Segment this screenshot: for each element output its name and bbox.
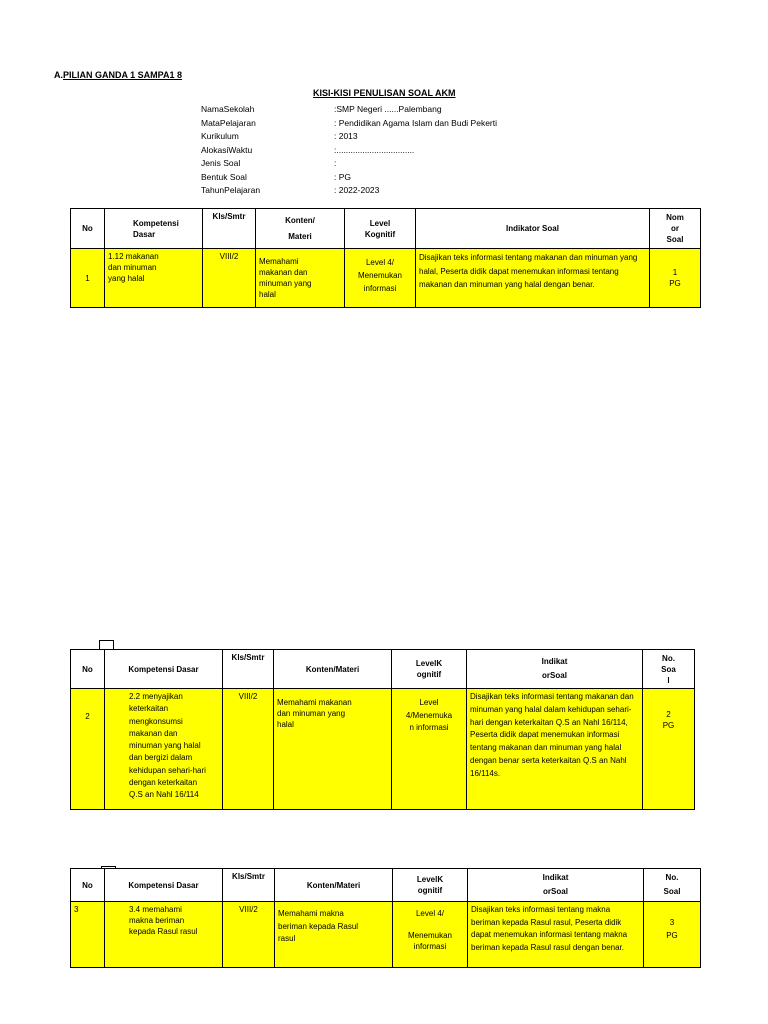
info-value: :................................. [334, 144, 415, 155]
table-row [71, 902, 701, 968]
header-kompetensi: Kompetensi Dasar [105, 650, 223, 689]
cell-level: Level 4/Menemuka n informasi [392, 689, 467, 810]
kisi-table-1 [70, 208, 701, 308]
table-header-row [71, 869, 701, 902]
header-nomor: No. Soal [644, 869, 701, 902]
header-materi: Konten/ Materi [256, 209, 345, 249]
info-label: Jenis Soal [201, 158, 241, 168]
header-no: No [71, 209, 105, 249]
header-materi: Konten/Materi [275, 869, 393, 902]
info-label: MataPelajaran [201, 117, 256, 128]
cell-materi: Memahami makanan dan minuman yang halal [274, 689, 392, 810]
header-level: LevelK ognitif [392, 650, 467, 689]
info-value: :SMP Negeri ......Palembang [334, 104, 442, 114]
info-value: : PG [334, 171, 352, 182]
header-nomor: Nom or Soal [650, 209, 701, 249]
info-row-subject [201, 117, 497, 131]
header-kls: Kls/Smtr [203, 209, 256, 249]
header-kls: Kls/Smtr [223, 869, 275, 902]
cell-materi: Memahami makanan dan minuman yang halal [256, 249, 345, 308]
info-row-time [201, 144, 497, 158]
info-value: : Pendidikan Agama Islam dan Budi Pekerti [334, 117, 498, 128]
header-indikator: Indikat orSoal [467, 650, 643, 689]
section-heading-text: PILIAN GANDA 1 SAMPA1 8 [63, 70, 183, 80]
kisi-table-2 [70, 649, 695, 810]
info-label: AlokasiWaktu [201, 144, 253, 155]
table-header-row [71, 209, 701, 249]
cell-kompetensi: 2.2 menyajikan keterkaitan mengkonsumsi makanan dan minuman yang halal dan bergizi dalam kehidupan sehari-hari dengan keterkaitan Q.S an Nahl 16/114 [105, 689, 223, 810]
header-level: Level Kognitif [345, 209, 416, 249]
header-indikator: Indikat orSoal [468, 869, 644, 902]
table-header-row [71, 650, 695, 689]
info-row-school [201, 103, 497, 117]
header-nomor: No. Soa l [643, 650, 695, 689]
cell-nomor: 3 PG [644, 902, 701, 968]
section-heading-prefix: A. [54, 70, 63, 80]
section-heading [54, 70, 182, 80]
info-row-curriculum [201, 130, 497, 144]
cell-materi: Memahami makna beriman kepada Rasul rasul [275, 902, 393, 968]
info-value: : 2022-2023 [334, 185, 380, 195]
info-row-school-year [201, 184, 497, 198]
cell-nomor: 1 PG [650, 249, 701, 308]
info-value: : [334, 158, 337, 168]
info-label: TahunPelajaran [201, 185, 261, 195]
header-kompetensi: Kompetensi Dasar [105, 869, 223, 902]
header-kompetensi: Kompetensi Dasar [105, 209, 203, 249]
header-no: No [71, 650, 105, 689]
header-indikator: Indikator Soal [416, 209, 650, 249]
cell-level: Level 4/ Menemukan informasi [393, 902, 468, 968]
cell-level: Level 4/ Menemukan informasi [345, 249, 416, 308]
cell-indikator: Disajikan teks informasi tentang makanan dan minuman yang halal dalam kehidupan sehari-hari dengan keterkaitan Q.S an Nahl 16/114, Peserta didik dapat menemukan informasi tentang makanan dan minuman yang halal dengan benar serta keterkaitan Q.S an Nahl 16/114s. [467, 689, 643, 810]
cell-kls: VIII/2 [203, 249, 256, 308]
document-title: KISI-KISI PENULISAN SOAL AKM [313, 88, 456, 98]
cell-kompetensi: 3.4 memahami makna beriman kepada Rasul rasul [105, 902, 223, 968]
cell-no: 2 [71, 689, 105, 810]
info-label: Bentuk Soal [201, 171, 247, 182]
info-label: Kurikulum [201, 131, 239, 141]
info-row-question-type [201, 157, 497, 171]
cell-kompetensi: 1.12 makanan dan minuman yang halal [105, 249, 203, 308]
info-row-question-form [201, 171, 497, 185]
cell-indikator: Disajikan teks informasi tentang makna beriman kepada Rasul rasul, Peserta didik dapat menemukan informasi tentang makna beriman kepada Rasul rasul dengan benar. [468, 902, 644, 968]
kisi-table-3 [70, 868, 701, 968]
header-level: LevelK ognitif [393, 869, 468, 902]
table-row [71, 689, 695, 810]
header-kls: Kls/Smtr [223, 650, 274, 689]
cell-no: 3 [71, 902, 105, 968]
info-value: : 2013 [334, 131, 358, 141]
cell-indikator: Disajikan teks informasi tentang makanan dan minuman yang halal, Peserta didik dapat menemukan informasi tentang makanan dan minuman yang halal dengan benar. [416, 249, 650, 308]
cell-no: 1 [71, 249, 105, 308]
cell-nomor: 2 PG [643, 689, 695, 810]
cell-kls: VIII/2 [223, 689, 274, 810]
header-materi: Konten/Materi [274, 650, 392, 689]
identity-block [201, 103, 497, 198]
header-no: No [71, 869, 105, 902]
info-label: NamaSekolah [201, 104, 255, 114]
cell-kls: VIII/2 [223, 902, 275, 968]
table-row [71, 249, 701, 308]
